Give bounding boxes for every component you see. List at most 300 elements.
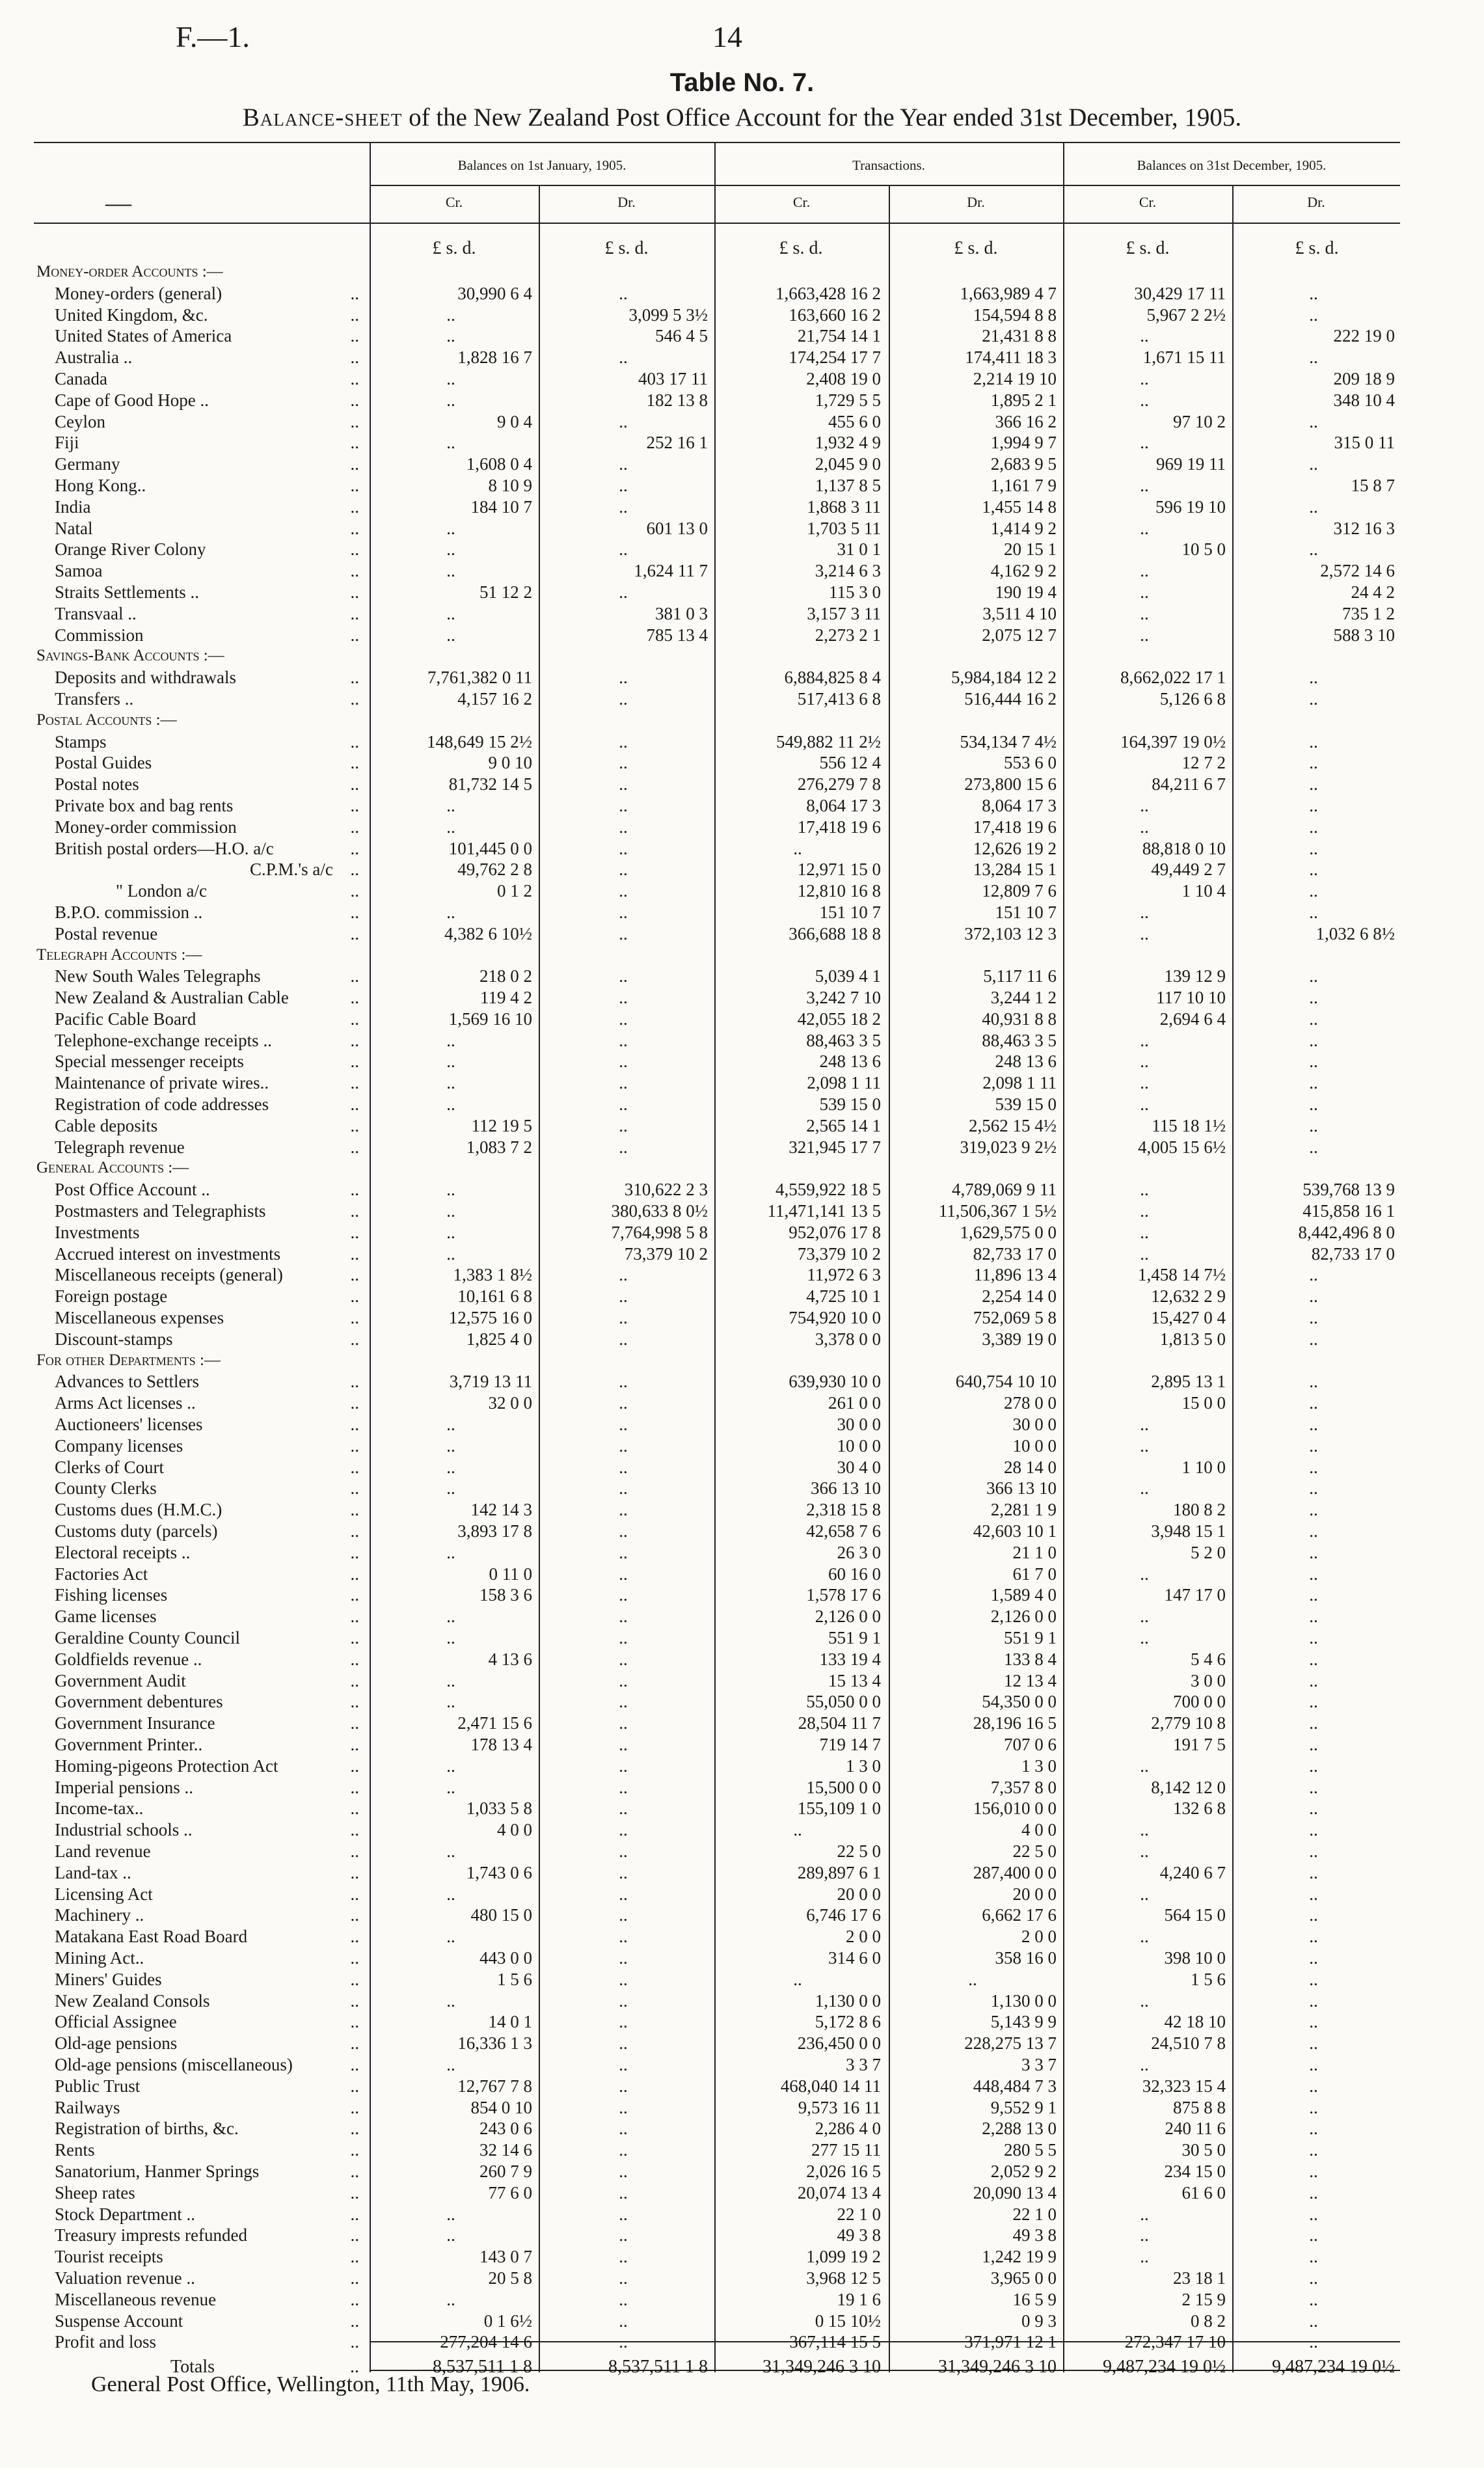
amount-cell: 1,828 16 7 (457, 347, 532, 368)
amount-cell: 1,729 5 5 (815, 390, 881, 410)
amount-cell: .. (1309, 2097, 1318, 2117)
table-body (34, 238, 1400, 2378)
amount-cell: .. (446, 1094, 455, 1115)
amount-cell: 640,754 10 10 (955, 1372, 1057, 1392)
table-row (34, 1030, 1400, 1051)
amount-cell: 228,275 13 7 (964, 2033, 1057, 2054)
leader-dots: .. (350, 1286, 359, 1307)
amount-cell: 539 15 0 (995, 1094, 1057, 1115)
leader-dots: .. (350, 1180, 359, 1200)
leader-dots: .. (350, 283, 359, 303)
row-label: Money-orders (general) (55, 283, 223, 303)
amount-cell: .. (619, 1030, 628, 1050)
amount-cell: .. (446, 1670, 455, 1690)
amount-cell: 12,767 7 8 (457, 2076, 532, 2096)
row-label: Geraldine County Council (55, 1628, 240, 1648)
row-label: Suspense Account (55, 2311, 183, 2331)
amount-cell: .. (446, 2054, 455, 2074)
amount-cell: .. (1140, 1051, 1149, 1072)
unit-header: £ s. d. (1295, 238, 1339, 258)
amount-cell: .. (619, 1927, 628, 1947)
amount-cell: 30 0 0 (837, 1415, 881, 1435)
row-label: Official Assignee (55, 2012, 177, 2032)
section-heading-row (34, 645, 1400, 667)
row-label: Public Trust (55, 2076, 141, 2096)
amount-cell: .. (1309, 1457, 1318, 1477)
amount-cell: 20 5 8 (488, 2268, 532, 2288)
amount-cell: 16,336 1 3 (457, 2033, 532, 2054)
table-row (34, 1862, 1400, 1884)
amount-cell: .. (619, 539, 628, 560)
amount-cell: 3,244 1 2 (990, 988, 1057, 1008)
amount-cell: 1,608 0 4 (466, 454, 532, 474)
amount-cell: 1,813 5 0 (1159, 1329, 1226, 1349)
amount-cell: .. (1309, 411, 1318, 431)
amount-cell: .. (619, 753, 628, 773)
amount-cell: .. (793, 1820, 802, 1840)
amount-cell: .. (1309, 1415, 1318, 1435)
amount-cell: .. (619, 774, 628, 794)
amount-cell: 2,288 13 0 (982, 2119, 1057, 2139)
table-row (34, 1905, 1400, 1926)
amount-cell: 12,971 15 0 (797, 860, 881, 880)
amount-cell: .. (1309, 988, 1318, 1008)
section-heading: For other Departments :— (36, 1351, 221, 1369)
row-label: Matakana East Road Board (55, 1927, 248, 1947)
amount-cell: .. (446, 518, 455, 538)
amount-cell: .. (619, 2140, 628, 2160)
amount-cell: .. (619, 1073, 628, 1093)
row-label: Cable deposits (55, 1115, 158, 1135)
amount-cell: 7,764,998 5 8 (611, 1222, 708, 1242)
amount-cell: 2 0 0 (846, 1927, 881, 1947)
amount-cell: .. (619, 2311, 628, 2331)
amount-cell: 0 9 3 (1021, 2311, 1057, 2331)
row-label: Fiji (55, 433, 79, 453)
row-label: Postal notes (55, 774, 139, 794)
leader-dots: .. (350, 817, 359, 837)
amount-cell: 0 15 10½ (815, 2311, 881, 2331)
table-row (34, 1115, 1400, 1137)
row-label: Orange River Colony (55, 539, 206, 560)
amount-cell: 1 5 6 (497, 1969, 532, 1989)
amount-cell: .. (619, 2012, 628, 2032)
amount-cell: 1,825 4 0 (466, 1329, 532, 1349)
leader-dots: .. (350, 1393, 359, 1413)
amount-cell: 1,032 6 8½ (1315, 923, 1395, 943)
amount-cell: 54,350 0 0 (982, 1692, 1057, 1712)
amount-cell: 1,671 15 11 (1142, 347, 1226, 368)
amount-cell: .. (1309, 1393, 1318, 1413)
amount-cell: 119 4 2 (480, 988, 532, 1008)
amount-cell: 117 10 10 (1156, 988, 1226, 1008)
amount-cell: 2,572 14 6 (1320, 561, 1395, 581)
amount-cell: 516,444 16 2 (964, 688, 1057, 709)
table-row (34, 1841, 1400, 1862)
amount-cell: 3,965 0 0 (990, 2268, 1057, 2288)
amount-cell: 234 15 0 (1164, 2161, 1226, 2181)
row-label: Advances to Settlers (55, 1372, 199, 1392)
amount-cell: 1,161 7 9 (990, 475, 1057, 495)
amount-cell: .. (793, 838, 802, 858)
table-row (34, 667, 1400, 688)
unit-header: £ s. d. (604, 238, 649, 258)
amount-cell: 61 7 0 (1012, 1564, 1057, 1584)
amount-cell: 42,055 18 2 (797, 1009, 881, 1029)
amount-cell: 551 9 1 (1004, 1628, 1057, 1648)
amount-cell: .. (1309, 1137, 1318, 1157)
amount-cell: .. (1309, 860, 1318, 880)
row-label: Registration of code addresses (55, 1094, 269, 1115)
amount-cell: 3,389 19 0 (982, 1329, 1057, 1349)
leader-dots: .. (350, 411, 359, 431)
amount-cell: 4,240 6 7 (1159, 1862, 1226, 1882)
row-label: Postal revenue (55, 923, 158, 943)
amount-cell: .. (446, 326, 455, 346)
amount-cell: 20 0 0 (837, 1884, 881, 1904)
table-row (34, 1713, 1400, 1734)
units-row (34, 238, 1400, 262)
amount-cell: 261 0 0 (828, 1393, 881, 1413)
table-row (34, 2225, 1400, 2246)
amount-cell: 51 12 2 (479, 582, 532, 602)
table-row (34, 1584, 1400, 1606)
amount-cell: .. (619, 1265, 628, 1285)
amount-cell: 2,281 1 9 (990, 1500, 1057, 1520)
amount-cell: .. (619, 838, 628, 858)
leader-dots: .. (350, 881, 359, 901)
section-heading: General Accounts :— (36, 1159, 189, 1177)
amount-cell: .. (619, 1649, 628, 1669)
amount-cell: .. (1309, 1649, 1318, 1669)
leader-dots: .. (350, 2140, 359, 2160)
amount-cell: 81,732 14 5 (448, 774, 532, 794)
amount-cell: 1,137 8 5 (815, 475, 881, 495)
leader-dots: .. (350, 1222, 359, 1242)
amount-cell: .. (446, 1756, 455, 1776)
amount-cell: 1,033 5 8 (466, 1798, 532, 1819)
amount-cell: 272,347 17 10 (1124, 2332, 1226, 2352)
row-label: Sheep rates (55, 2182, 135, 2203)
table-row (34, 880, 1400, 902)
amount-cell: .. (619, 2289, 628, 2309)
row-label: Transfers .. (55, 688, 134, 709)
row-label: Fishing licenses (55, 1585, 168, 1605)
amount-cell: .. (619, 966, 628, 986)
leader-dots: .. (350, 1521, 359, 1541)
amount-cell: 8,662,022 17 1 (1120, 668, 1226, 688)
amount-cell: 73,379 10 2 (797, 1243, 881, 1264)
row-label: United States of America (55, 326, 232, 346)
row-label: Game licenses (55, 1607, 157, 1627)
amount-cell: .. (1309, 454, 1318, 474)
amount-cell: 155,109 1 0 (797, 1798, 881, 1819)
table-row (34, 1371, 1400, 1392)
amount-cell: 2 0 0 (1021, 1927, 1057, 1947)
amount-cell: 13,284 15 1 (973, 860, 1057, 880)
row-label: Goldfields revenue .. (55, 1649, 202, 1669)
leader-dots: .. (350, 2161, 359, 2181)
row-label: Licensing Act (55, 1884, 153, 1904)
amount-cell: .. (1309, 1607, 1318, 1627)
amount-cell: .. (619, 2247, 628, 2267)
row-label: India (55, 496, 91, 517)
table-row (34, 1990, 1400, 2012)
amount-cell: .. (619, 411, 628, 431)
amount-cell: .. (446, 1927, 455, 1947)
amount-cell: 132 6 8 (1173, 1798, 1226, 1819)
balance-sheet-table (34, 142, 1400, 2378)
row-label: Income-tax.. (55, 1798, 144, 1819)
row-label: " London a/c (116, 881, 207, 901)
table-row (34, 1414, 1400, 1435)
amount-cell: .. (1140, 582, 1149, 602)
amount-cell: 236,450 0 0 (797, 2033, 881, 2054)
amount-cell: 15 0 0 (1181, 1393, 1226, 1413)
table-row (34, 1756, 1400, 1777)
table-row (34, 902, 1400, 923)
amount-cell: 240 11 6 (1165, 2119, 1226, 2139)
amount-cell: 49 3 8 (837, 2225, 881, 2245)
amount-cell: 243 0 6 (479, 2119, 532, 2139)
amount-cell: .. (619, 1585, 628, 1605)
leader-dots: .. (350, 988, 359, 1008)
table-row (34, 1179, 1400, 1200)
leader-dots: .. (350, 1947, 359, 1968)
amount-cell: .. (1309, 966, 1318, 986)
amount-cell: 32 0 0 (488, 1393, 532, 1413)
amount-cell: .. (1309, 2033, 1318, 2054)
amount-cell: .. (1309, 795, 1318, 815)
table-row (34, 859, 1400, 880)
amount-cell: .. (1309, 1777, 1318, 1797)
amount-cell: 3,511 4 10 (982, 603, 1057, 623)
amount-cell: 3,893 17 8 (457, 1521, 532, 1541)
amount-cell: .. (1140, 1927, 1149, 1947)
row-label: Miscellaneous receipts (general) (55, 1265, 283, 1285)
leader-dots: .. (350, 368, 359, 388)
amount-cell: 314 6 0 (828, 1947, 881, 1968)
amount-cell: .. (446, 1841, 455, 1861)
amount-cell: 12,809 7 6 (982, 881, 1057, 901)
amount-cell: .. (446, 1073, 455, 1093)
amount-cell: 367,114 15 5 (789, 2332, 881, 2352)
amount-cell: 133 8 4 (1004, 1649, 1057, 1669)
amount-cell: 15,500 0 0 (806, 1777, 881, 1797)
row-label: Special messenger receipts (55, 1051, 244, 1072)
table-row (34, 2311, 1400, 2332)
amount-cell: 534,134 7 4½ (960, 731, 1057, 752)
row-label: Straits Settlements .. (55, 582, 199, 602)
amount-cell: 4 13 6 (488, 1649, 532, 1669)
leader-dots: .. (350, 2332, 359, 2352)
amount-cell: .. (446, 390, 455, 410)
amount-cell: 3,157 3 11 (807, 603, 881, 623)
table-row (34, 1627, 1400, 1649)
amount-cell: 366 13 10 (811, 1478, 881, 1498)
amount-cell: .. (793, 1969, 802, 1989)
amount-cell: .. (1309, 2054, 1318, 2074)
row-label: Treasury imprests refunded (55, 2225, 247, 2245)
row-label: New Zealand Consols (55, 1990, 210, 2011)
amount-cell: .. (1140, 1478, 1149, 1498)
amount-cell: .. (619, 2225, 628, 2245)
leader-dots: .. (350, 2097, 359, 2117)
amount-cell: .. (619, 496, 628, 517)
leader-dots: .. (350, 1542, 359, 1562)
table-row (34, 1478, 1400, 1499)
row-label: Money-order commission (55, 817, 237, 837)
amount-cell: .. (1309, 2182, 1318, 2203)
leader-dots: .. (350, 1862, 359, 1882)
leader-dots: .. (350, 774, 359, 794)
amount-cell: .. (1309, 347, 1318, 368)
amount-cell: 209 18 9 (1333, 368, 1395, 388)
leader-dots: .. (350, 1329, 359, 1349)
amount-cell: 468,040 14 11 (780, 2076, 881, 2096)
row-label: Registration of births, &c. (55, 2119, 239, 2139)
amount-cell: .. (1309, 1734, 1318, 1754)
amount-cell: .. (1309, 817, 1318, 837)
amount-cell: 1,624 11 7 (634, 561, 708, 581)
amount-cell: 4,559,922 18 5 (776, 1180, 881, 1200)
amount-cell: .. (446, 1542, 455, 1562)
amount-cell: .. (1309, 1927, 1318, 1947)
amount-cell: .. (1140, 368, 1149, 388)
amount-cell: 23 18 1 (1173, 2268, 1226, 2288)
amount-cell: 517,413 6 8 (797, 688, 881, 709)
amount-cell: .. (1309, 2225, 1318, 2245)
amount-cell: .. (1140, 1180, 1149, 1200)
amount-cell: .. (1140, 518, 1149, 538)
amount-cell: 88,463 3 5 (982, 1030, 1057, 1050)
table-row (34, 1947, 1400, 1969)
amount-cell: .. (1309, 1820, 1318, 1840)
amount-cell: .. (619, 1094, 628, 1115)
amount-cell: 24 4 2 (1351, 582, 1395, 602)
amount-cell: .. (1309, 1265, 1318, 1285)
row-label: Old-age pensions (55, 2033, 178, 2054)
leader-dots: .. (350, 1820, 359, 1840)
amount-cell: .. (1309, 1990, 1318, 2011)
amount-cell: .. (1309, 1329, 1318, 1349)
row-label: Sanatorium, Hanmer Springs (55, 2161, 260, 2181)
row-label: Customs duty (parcels) (55, 1521, 218, 1541)
leader-dots: .. (350, 1649, 359, 1669)
amount-cell: 12,810 16 8 (797, 881, 881, 901)
amount-cell: 700 0 0 (1173, 1692, 1226, 1712)
table-row (34, 1564, 1400, 1585)
amount-cell: 28,196 16 5 (973, 1713, 1057, 1733)
table-row (34, 1435, 1400, 1457)
total-cell: 9,487,234 19 0½ (1272, 2357, 1395, 2378)
amount-cell: 11,896 13 4 (973, 1265, 1057, 1285)
amount-cell: .. (1140, 1628, 1149, 1648)
amount-cell: .. (619, 347, 628, 368)
amount-cell: .. (1309, 2332, 1318, 2352)
amount-cell: .. (1309, 731, 1318, 752)
table-row (34, 1670, 1400, 1692)
leader-dots: .. (350, 2357, 359, 2378)
amount-cell: 77 6 0 (488, 2182, 532, 2203)
leader-dots: .. (350, 1457, 359, 1477)
amount-cell: .. (1309, 1905, 1318, 1925)
amount-cell: .. (1140, 1094, 1149, 1115)
leader-dots: .. (350, 753, 359, 773)
row-label: Commission (55, 625, 144, 645)
amount-cell: .. (1309, 1286, 1318, 1307)
leader-dots: .. (350, 1777, 359, 1797)
table-row (34, 325, 1400, 347)
amount-cell: 3,214 6 3 (815, 561, 881, 581)
amount-cell: .. (1309, 1435, 1318, 1456)
amount-cell: .. (1140, 923, 1149, 943)
row-label: Private box and bag rents (55, 795, 234, 815)
amount-cell: 1,932 4 9 (815, 433, 881, 453)
row-label: Auctioneers' licenses (55, 1415, 203, 1435)
amount-cell: 248 13 6 (995, 1051, 1057, 1072)
table-row (34, 625, 1400, 646)
amount-cell: 40,931 8 8 (982, 1009, 1057, 1029)
amount-cell: 10 5 0 (1181, 539, 1226, 560)
amount-cell: .. (446, 561, 455, 581)
leader-dots: .. (350, 1115, 359, 1135)
row-label: Foreign postage (55, 1286, 168, 1307)
amount-cell: 248 13 6 (819, 1051, 881, 1072)
amount-cell: 556 12 4 (819, 753, 881, 773)
total-cell: 31,349,246 3 10 (938, 2357, 1057, 2378)
amount-cell: 2,895 13 1 (1151, 1372, 1226, 1392)
amount-cell: 10 0 0 (837, 1435, 881, 1456)
section-heading: Postal Accounts :— (36, 711, 177, 729)
amount-cell: 4 0 0 (497, 1820, 532, 1840)
amount-cell: .. (1309, 1500, 1318, 1520)
leader-dots: .. (350, 1435, 359, 1456)
table-row (34, 2054, 1400, 2076)
amount-cell: .. (446, 1628, 455, 1648)
amount-cell: 20 0 0 (1012, 1884, 1057, 1904)
amount-cell: 31 0 1 (837, 539, 881, 560)
amount-cell: 276,279 7 8 (797, 774, 881, 794)
row-label: United Kingdom, &c. (55, 305, 208, 325)
amount-cell: 142 14 3 (470, 1500, 532, 1520)
amount-cell: 2,045 9 0 (815, 454, 881, 474)
amount-cell: 2,779 10 8 (1151, 1713, 1226, 1733)
amount-cell: .. (1309, 1051, 1318, 1072)
amount-cell: .. (446, 1884, 455, 1904)
amount-cell: 1,458 14 7½ (1138, 1265, 1226, 1285)
amount-cell: .. (1140, 1884, 1149, 1904)
row-label: Mining Act.. (55, 1947, 144, 1968)
amount-cell: 8,442,496 8 0 (1298, 1222, 1395, 1242)
amount-cell: .. (446, 2225, 455, 2245)
amount-cell: 3 3 7 (1021, 2054, 1057, 2074)
amount-cell: 7,761,382 0 11 (427, 668, 532, 688)
amount-cell: .. (1140, 1243, 1149, 1264)
amount-cell: .. (1309, 1094, 1318, 1115)
amount-cell: .. (1309, 1542, 1318, 1562)
amount-cell: .. (619, 1051, 628, 1072)
leader-dots: .. (350, 1969, 359, 1989)
amount-cell: 596 19 10 (1155, 496, 1226, 517)
amount-cell: 735 1 2 (1342, 603, 1395, 623)
amount-cell: 163,660 16 2 (789, 305, 881, 325)
amount-cell: 1,130 0 0 (990, 1990, 1057, 2011)
amount-cell: 9 0 4 (497, 411, 532, 431)
amount-cell: 190 19 4 (995, 582, 1057, 602)
row-label: Cape of Good Hope .. (55, 390, 209, 410)
table-row (34, 603, 1400, 625)
